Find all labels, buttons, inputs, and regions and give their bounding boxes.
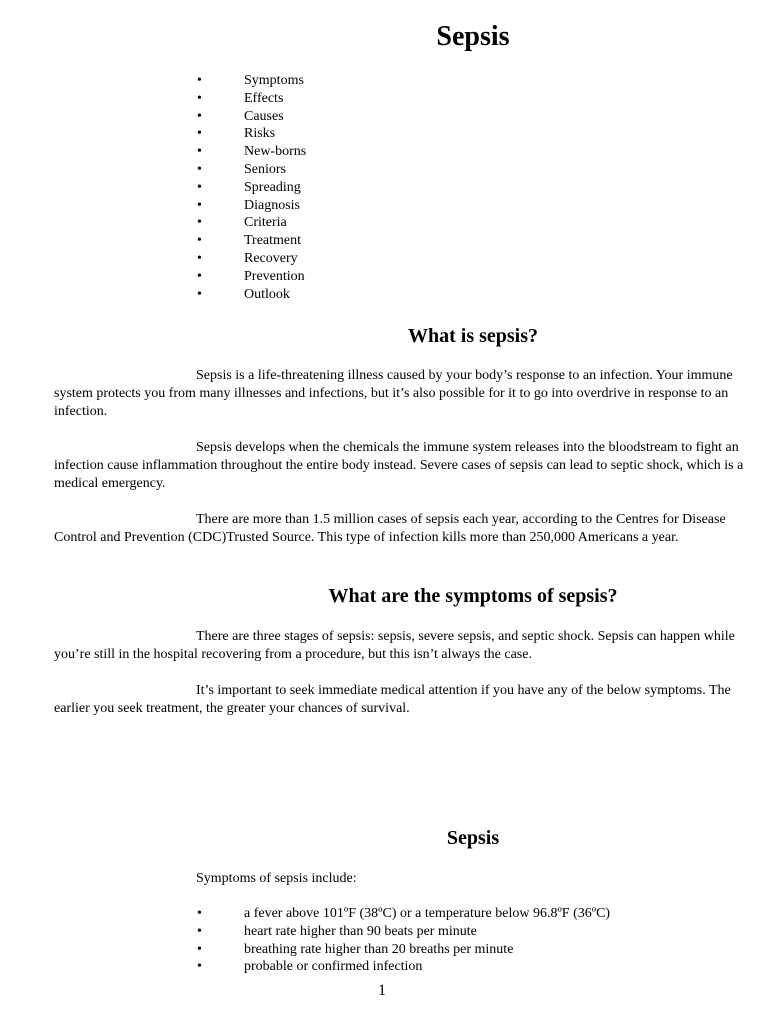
page-number: 1: [378, 982, 386, 999]
paragraph: It’s important to seek immediate medical attention if you have any of the below symptoms. The earlier you seek treatment, the greater your chances of survival.: [54, 683, 731, 716]
list-item: • a fever above 101ºF (38ºC) or a temperature below 96.8ºF (36ºC): [196, 905, 610, 923]
section-heading-symptoms: What are the symptoms of sepsis?: [328, 585, 618, 607]
toc-item-spreading: • Spreading: [196, 179, 306, 197]
toc-item-diagnosis: • Diagnosis: [196, 197, 306, 215]
list-item: • breathing rate higher than 20 breaths per minute: [196, 941, 610, 959]
toc-item-effects: • Effects: [196, 90, 306, 108]
toc-item-prevention: • Prevention: [196, 268, 306, 286]
toc-item-treatment: • Treatment: [196, 232, 306, 250]
paragraph: There are three stages of sepsis: sepsis, severe sepsis, and septic shock. Sepsis can happen while you’re still in the hospital recovering from a procedure, but this isn’t always the case.: [54, 629, 735, 662]
table-of-contents: [196, 72, 306, 303]
symptoms-intro: Symptoms of sepsis include:: [196, 871, 357, 886]
toc-item-causes: • Causes: [196, 108, 306, 126]
document-title: Sepsis: [436, 21, 510, 52]
list-item: • heart rate higher than 90 beats per minute: [196, 923, 610, 941]
toc-item-risks: • Risks: [196, 125, 306, 143]
paragraph: There are more than 1.5 million cases of sepsis each year, according to the Centres for Disease Control and Prevention (CDC)Trusted Source. This type of infection kills more than 250,000 Americans a year.: [54, 512, 726, 545]
toc-item-new-borns: • New-borns: [196, 143, 306, 161]
symptoms-list: [196, 905, 610, 976]
paragraph: Sepsis develops when the chemicals the immune system releases into the bloodstream to fight an infection cause inflammation throughout the entire body instead. Severe cases of sepsis can lead to septic shock, which is a medical emergency.: [54, 440, 744, 491]
toc-item-seniors: • Seniors: [196, 161, 306, 179]
toc-item-recovery: • Recovery: [196, 250, 306, 268]
toc-item-symptoms: • Symptoms: [196, 72, 306, 90]
paragraph: Sepsis is a life-threatening illness caused by your body’s response to an infection. Your immune system protects you from many illnesses and infections, but it’s also possible for it to go into overdrive in response to an infection.: [54, 368, 733, 419]
section-heading-what-is-sepsis: What is sepsis?: [407, 325, 539, 347]
toc-item-outlook: • Outlook: [196, 286, 306, 304]
section-heading-sepsis: Sepsis: [446, 827, 500, 849]
list-item: • probable or confirmed infection: [196, 958, 610, 976]
toc-item-criteria: • Criteria: [196, 214, 306, 232]
